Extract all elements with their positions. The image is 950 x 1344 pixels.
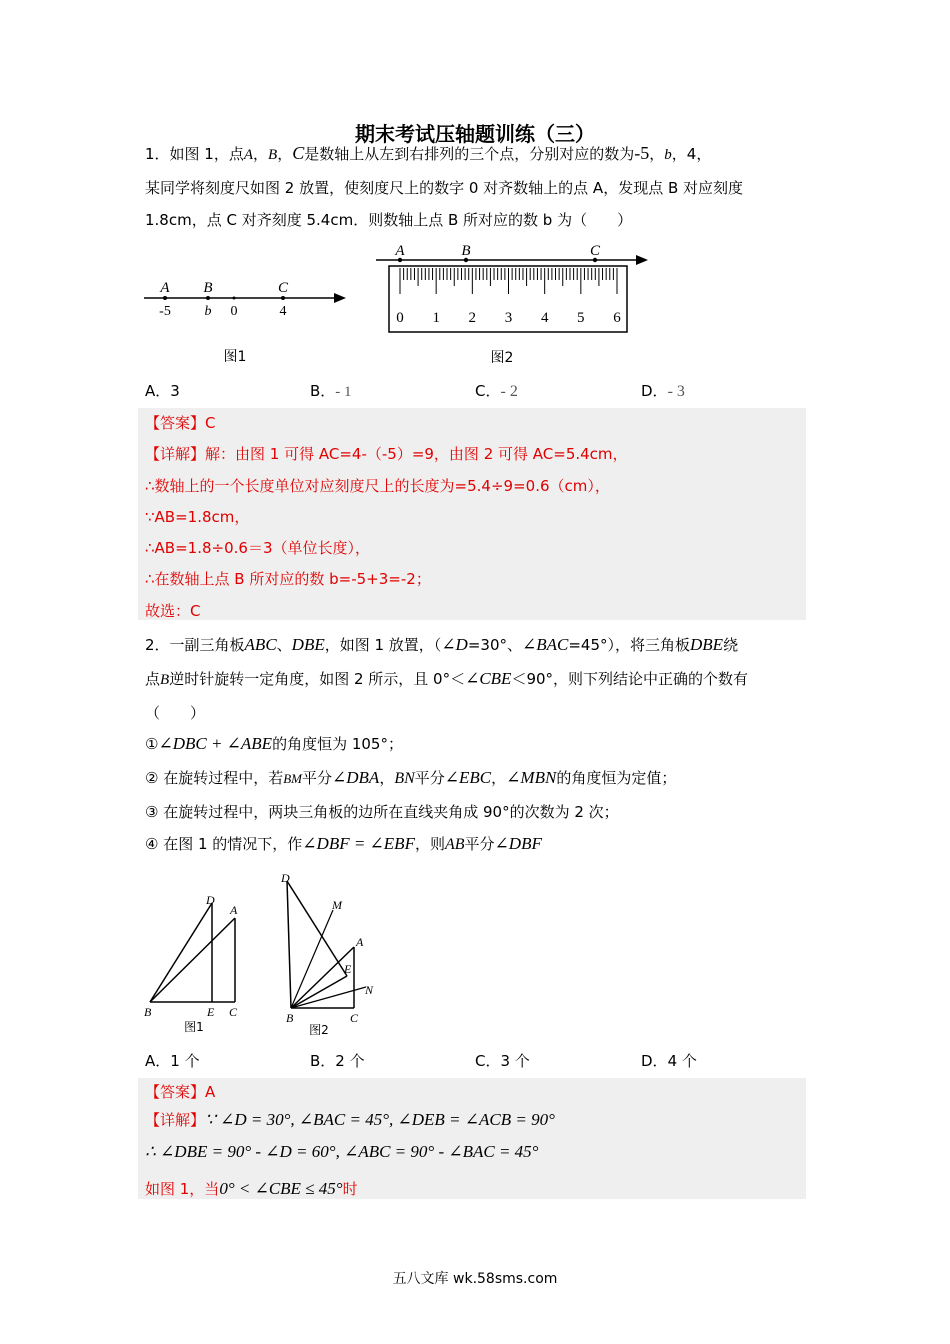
ruler-numbers <box>396 310 621 326</box>
q2-option-b[interactable] <box>310 1050 365 1071</box>
option-prefix: A． <box>145 1052 171 1070</box>
statement-number: ① <box>145 735 159 753</box>
ruler-number-line-arrow <box>636 255 648 265</box>
side-bd <box>150 903 212 1002</box>
statement-math: BM <box>283 771 302 786</box>
number-line-arrow <box>334 293 346 303</box>
q2-triangle-dbe: DBE <box>690 635 724 654</box>
ray-bm <box>291 910 333 1008</box>
q1-detail-3: ∵AB=1.8cm， <box>145 508 250 526</box>
statement-text: 平分 <box>464 835 495 853</box>
q2-angle-d: ∠D <box>441 635 468 654</box>
q2-text: 点 <box>145 670 161 688</box>
q1-value-b: b <box>664 147 672 163</box>
q1-option-b[interactable] <box>310 380 352 401</box>
footer-watermark: 五八文库 wk.58sms.com <box>392 1271 558 1287</box>
q1-figure-2 <box>372 238 652 370</box>
ruler-number: 4 <box>540 310 549 326</box>
statement-text: 平分 <box>414 769 445 787</box>
q1-detail-4: ∴AB=1.8÷0.6＝3（单位长度）， <box>145 539 370 557</box>
ruler-number: 0 <box>396 310 404 326</box>
q1-point-a: A <box>243 147 254 163</box>
q2-figure-2 <box>275 868 390 1040</box>
option-prefix: D． <box>641 1052 668 1070</box>
statement-text: ④ 在图 1 的情况下，作 <box>145 835 303 853</box>
q1-detail-5: ∴在数轴上点 B 所对应的数 b=-5+3=-2； <box>145 570 431 588</box>
q1-sep: ， <box>277 145 293 163</box>
tick-neg5: -5 <box>159 304 171 319</box>
q2-option-c[interactable] <box>475 1050 530 1071</box>
statement-math: ∠MBN <box>506 768 557 787</box>
label-c: C <box>229 1005 238 1019</box>
label-d: D <box>206 893 215 907</box>
ruler-label-c: C <box>589 243 601 259</box>
q2-option-a[interactable] <box>145 1050 200 1071</box>
point-b-dot <box>206 296 210 300</box>
point-c-dot <box>281 296 285 300</box>
label-a: A <box>160 280 170 296</box>
q2-text: ＜90°，则下列结论中正确的个数有 <box>511 670 749 688</box>
ruler-number: 2 <box>468 310 477 326</box>
point-a-dot <box>163 296 167 300</box>
statement-math: AB <box>444 836 465 853</box>
q2-triangle-dbe: DBE <box>291 635 325 654</box>
q2-line-3: （ ） <box>145 704 206 722</box>
q2-text: =30°、 <box>467 636 522 654</box>
fig2-caption: 图2 <box>490 350 514 366</box>
detail-text: 如图 1，当 <box>145 1180 220 1198</box>
statement-math: ∠DBC + ∠ABE <box>158 734 273 753</box>
option-prefix: C． <box>475 382 501 400</box>
q2-answer: 【答案】A <box>145 1083 216 1101</box>
q2-detail-1 <box>145 1109 555 1130</box>
q1-value-neg5: -5 <box>634 143 650 163</box>
statement-text: ， <box>491 769 507 787</box>
q1-line-1 <box>145 143 711 164</box>
q2-detail-3 <box>145 1178 358 1199</box>
q2-statement-3: ③ 在旋转过程中，两块三角板的边所在直线夹角成 90°的次数为 2 次； <box>145 803 619 821</box>
detail-math: ∵ ∠D = 30°, ∠BAC = 45°, ∠DEB = ∠ACB = 90° <box>205 1110 555 1129</box>
q1-point-c: C <box>292 143 305 163</box>
label-b: B <box>144 1005 152 1019</box>
side-ab <box>150 918 235 1002</box>
fig2-caption: 图2 <box>309 1023 329 1037</box>
statement-math: ∠DBF <box>494 834 542 853</box>
detail-label: 【详解】 <box>145 445 206 463</box>
fig1-caption: 图1 <box>184 1020 204 1034</box>
q2-angle-bac: ∠BAC <box>522 635 569 654</box>
option-value: - 2 <box>500 383 518 400</box>
label-d: D <box>281 871 290 885</box>
q2-line-1 <box>145 634 738 655</box>
option-prefix: B． <box>310 382 336 400</box>
q2-detail-2: ∴ ∠DBE = 90° - ∠D = 60°, ∠ABC = 90° - ∠BAC = 45° <box>145 1142 539 1161</box>
statement-text: 平分 <box>302 769 333 787</box>
label-b: B <box>286 1011 294 1025</box>
ruler-number: 5 <box>577 310 585 326</box>
option-value: - 1 <box>335 384 352 400</box>
q1-detail-1 <box>145 443 628 464</box>
q2-option-d[interactable] <box>641 1050 697 1071</box>
q1-detail-2: ∴数轴上的一个长度单位对应刻度尺上的长度为=5.4÷9=0.6（cm）， <box>145 477 610 495</box>
statement-text: ， <box>379 769 395 787</box>
q2-text: 逆时针旋转一定角度，如图 2 所示，且 0°＜ <box>169 670 466 688</box>
option-value: 3 个 <box>500 1052 530 1070</box>
statement-text: 的角度恒为定值； <box>556 769 677 787</box>
tick-b: b <box>204 304 212 319</box>
q2-figure-1 <box>140 890 255 1040</box>
label-c: C <box>350 1011 359 1025</box>
side-bd <box>287 881 291 1008</box>
q1-detail-6: 故选：C <box>145 602 201 620</box>
q2-angle-cbe: ∠CBE <box>465 669 512 688</box>
option-value: - 3 <box>667 383 685 400</box>
q2-text: ，如图 1 放置，（ <box>324 636 442 654</box>
option-value: 4 个 <box>667 1052 697 1070</box>
q1-option-a[interactable] <box>145 380 180 401</box>
label-c: C <box>277 280 289 296</box>
q2-statement-2 <box>145 767 676 788</box>
ruler-ticks <box>400 268 617 294</box>
q2-text: 绕 <box>723 636 739 654</box>
q2-line-2 <box>145 668 748 689</box>
option-prefix: B． <box>310 1052 336 1070</box>
q1-figure-1 <box>140 272 360 372</box>
option-prefix: D． <box>641 382 668 400</box>
detail-math: 0° < ∠CBE ≤ 45° <box>219 1179 343 1198</box>
option-prefix: C． <box>475 1052 501 1070</box>
detail-label: 【详解】 <box>145 1111 206 1129</box>
q1-option-c[interactable] <box>475 380 518 401</box>
tick-4: 4 <box>279 304 287 319</box>
statement-math: ∠DBA <box>332 768 380 787</box>
q1-point-b: B <box>268 147 278 163</box>
ruler-number: 1 <box>432 310 440 326</box>
statement-math: BN <box>394 770 415 787</box>
q2-statement-4 <box>145 833 542 854</box>
q1-text: 1．如图 1，点 <box>145 145 244 163</box>
statement-text: 的角度恒为 105°； <box>272 735 403 753</box>
option-value: 2 个 <box>335 1052 365 1070</box>
option-prefix: A． <box>145 382 171 400</box>
q2-point-b: B <box>160 672 170 688</box>
q1-line-3: 1.8cm，点 C 对齐刻度 5.4cm．则数轴上点 B 所对应的数 b 为（ ） <box>145 211 633 229</box>
option-value: 1 个 <box>170 1052 200 1070</box>
q1-text: ， <box>649 145 665 163</box>
q1-text: ，4， <box>671 145 712 163</box>
label-e: E <box>344 962 352 976</box>
q1-line-2: 某同学将刻度尺如图 2 放置，使刻度尺上的数字 0 对齐数轴上的点 A，发现点 B 对应刻度 <box>145 179 744 197</box>
label-a: A <box>356 935 364 949</box>
ruler-number: 3 <box>504 310 513 326</box>
q1-text: 是数轴上从左到右排列的三个点，分别对应的数为 <box>304 145 635 163</box>
q2-triangle-abc: ABC <box>244 635 277 654</box>
statement-math: ∠DBF = ∠EBF <box>302 834 415 853</box>
ruler-label-a: A <box>395 243 405 259</box>
detail-text: 时 <box>342 1180 358 1198</box>
q2-text: 、 <box>276 636 292 654</box>
detail-text: 解：由图 1 可得 AC=4-（-5）=9，由图 2 可得 AC=5.4cm， <box>205 445 628 463</box>
statement-math: ∠EBC <box>444 768 492 787</box>
origin-dot <box>233 297 236 300</box>
label-n: N <box>365 983 374 997</box>
q1-answer: 【答案】C <box>145 414 216 432</box>
page-title: 期末考试压轴题训练（三） <box>355 122 595 146</box>
q2-statement-1 <box>145 733 403 754</box>
q2-text: =45°），将三角板 <box>568 636 691 654</box>
tick-0: 0 <box>230 304 238 319</box>
side-de <box>287 881 347 976</box>
label-b: B <box>203 280 213 296</box>
q2-text: 2．一副三角板 <box>145 636 245 654</box>
fig1-caption: 图1 <box>223 349 247 365</box>
option-value: 3 <box>170 382 180 400</box>
label-a: A <box>230 903 238 917</box>
q1-sep: ， <box>253 145 269 163</box>
ruler-label-b: B <box>461 243 471 259</box>
statement-text: ，则 <box>414 835 445 853</box>
label-e: E <box>207 1005 215 1019</box>
statement-text: ② 在旋转过程中，若 <box>145 769 284 787</box>
q1-option-d[interactable] <box>641 380 685 401</box>
ruler-number: 6 <box>613 310 621 326</box>
label-m: M <box>332 898 342 912</box>
